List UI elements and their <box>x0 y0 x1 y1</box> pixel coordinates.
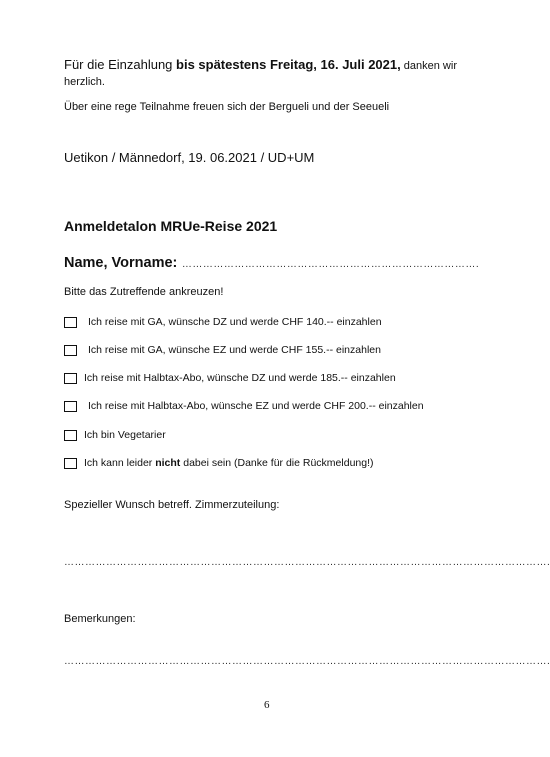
remarks-input-line[interactable]: …………………………………………………………………………………………………………………………. <box>64 656 550 667</box>
wish-label: Spezieller Wunsch betreff. Zimmerzuteilung: <box>64 499 280 511</box>
payment-deadline: bis spätestens Freitag, 16. Juli 2021, <box>176 57 401 72</box>
payment-suffix: danken wir <box>400 60 457 72</box>
option-label: Ich reise mit Halbtax-Abo, wünsche EZ und werde CHF 200.-- einzahlen <box>88 400 424 412</box>
option-label-bold: nicht <box>155 457 181 469</box>
option-label: Ich reise mit GA, wünsche DZ und werde CHF 140.-- einzahlen <box>88 316 382 328</box>
checkbox[interactable] <box>64 430 77 441</box>
name-dots[interactable]: …………………………………………………………………………. <box>181 259 480 270</box>
checkbox[interactable] <box>64 345 77 356</box>
name-field[interactable] <box>64 254 479 272</box>
option-ga-dz[interactable] <box>64 316 382 328</box>
option-halbtax-dz[interactable] <box>64 372 396 384</box>
payment-prefix: Für die Einzahlung <box>64 57 177 72</box>
wish-input-line[interactable]: …………………………………………………………………………………………………………………………. <box>64 557 550 568</box>
instruction-text: Bitte das Zutreffende ankreuzen! <box>64 286 224 298</box>
payment-paragraph <box>64 57 457 72</box>
option-label: Ich bin Vegetarier <box>84 429 166 441</box>
option-label-post: dabei sein (Danke für die Rückmeldung!) <box>180 457 374 469</box>
option-label <box>84 457 374 469</box>
checkbox[interactable] <box>64 458 77 469</box>
checkbox[interactable] <box>64 401 77 412</box>
payment-line2: herzlich. <box>64 76 105 88</box>
checkbox[interactable] <box>64 373 77 384</box>
remarks-label: Bemerkungen: <box>64 613 136 625</box>
greeting-text: Über eine rege Teilnahme freuen sich der Bergueli und der Seeueli <box>64 101 390 113</box>
option-ga-ez[interactable] <box>64 344 381 356</box>
page-number: 6 <box>264 699 270 711</box>
place-date: Uetikon / Männedorf, 19. 06.2021 / UD+UM <box>64 150 315 165</box>
checkbox[interactable] <box>64 317 77 328</box>
option-halbtax-ez[interactable] <box>64 400 424 412</box>
option-vegetarian[interactable] <box>64 429 166 441</box>
form-title: Anmeldetalon MRUe-Reise 2021 <box>64 218 278 234</box>
option-not-attending[interactable] <box>64 457 374 469</box>
option-label: Ich reise mit Halbtax-Abo, wünsche DZ und werde 185.-- einzahlen <box>84 372 396 384</box>
name-label: Name, Vorname: <box>64 255 178 271</box>
option-label: Ich reise mit GA, wünsche EZ und werde CHF 155.-- einzahlen <box>88 344 381 356</box>
option-label-pre: Ich kann leider <box>84 457 156 469</box>
